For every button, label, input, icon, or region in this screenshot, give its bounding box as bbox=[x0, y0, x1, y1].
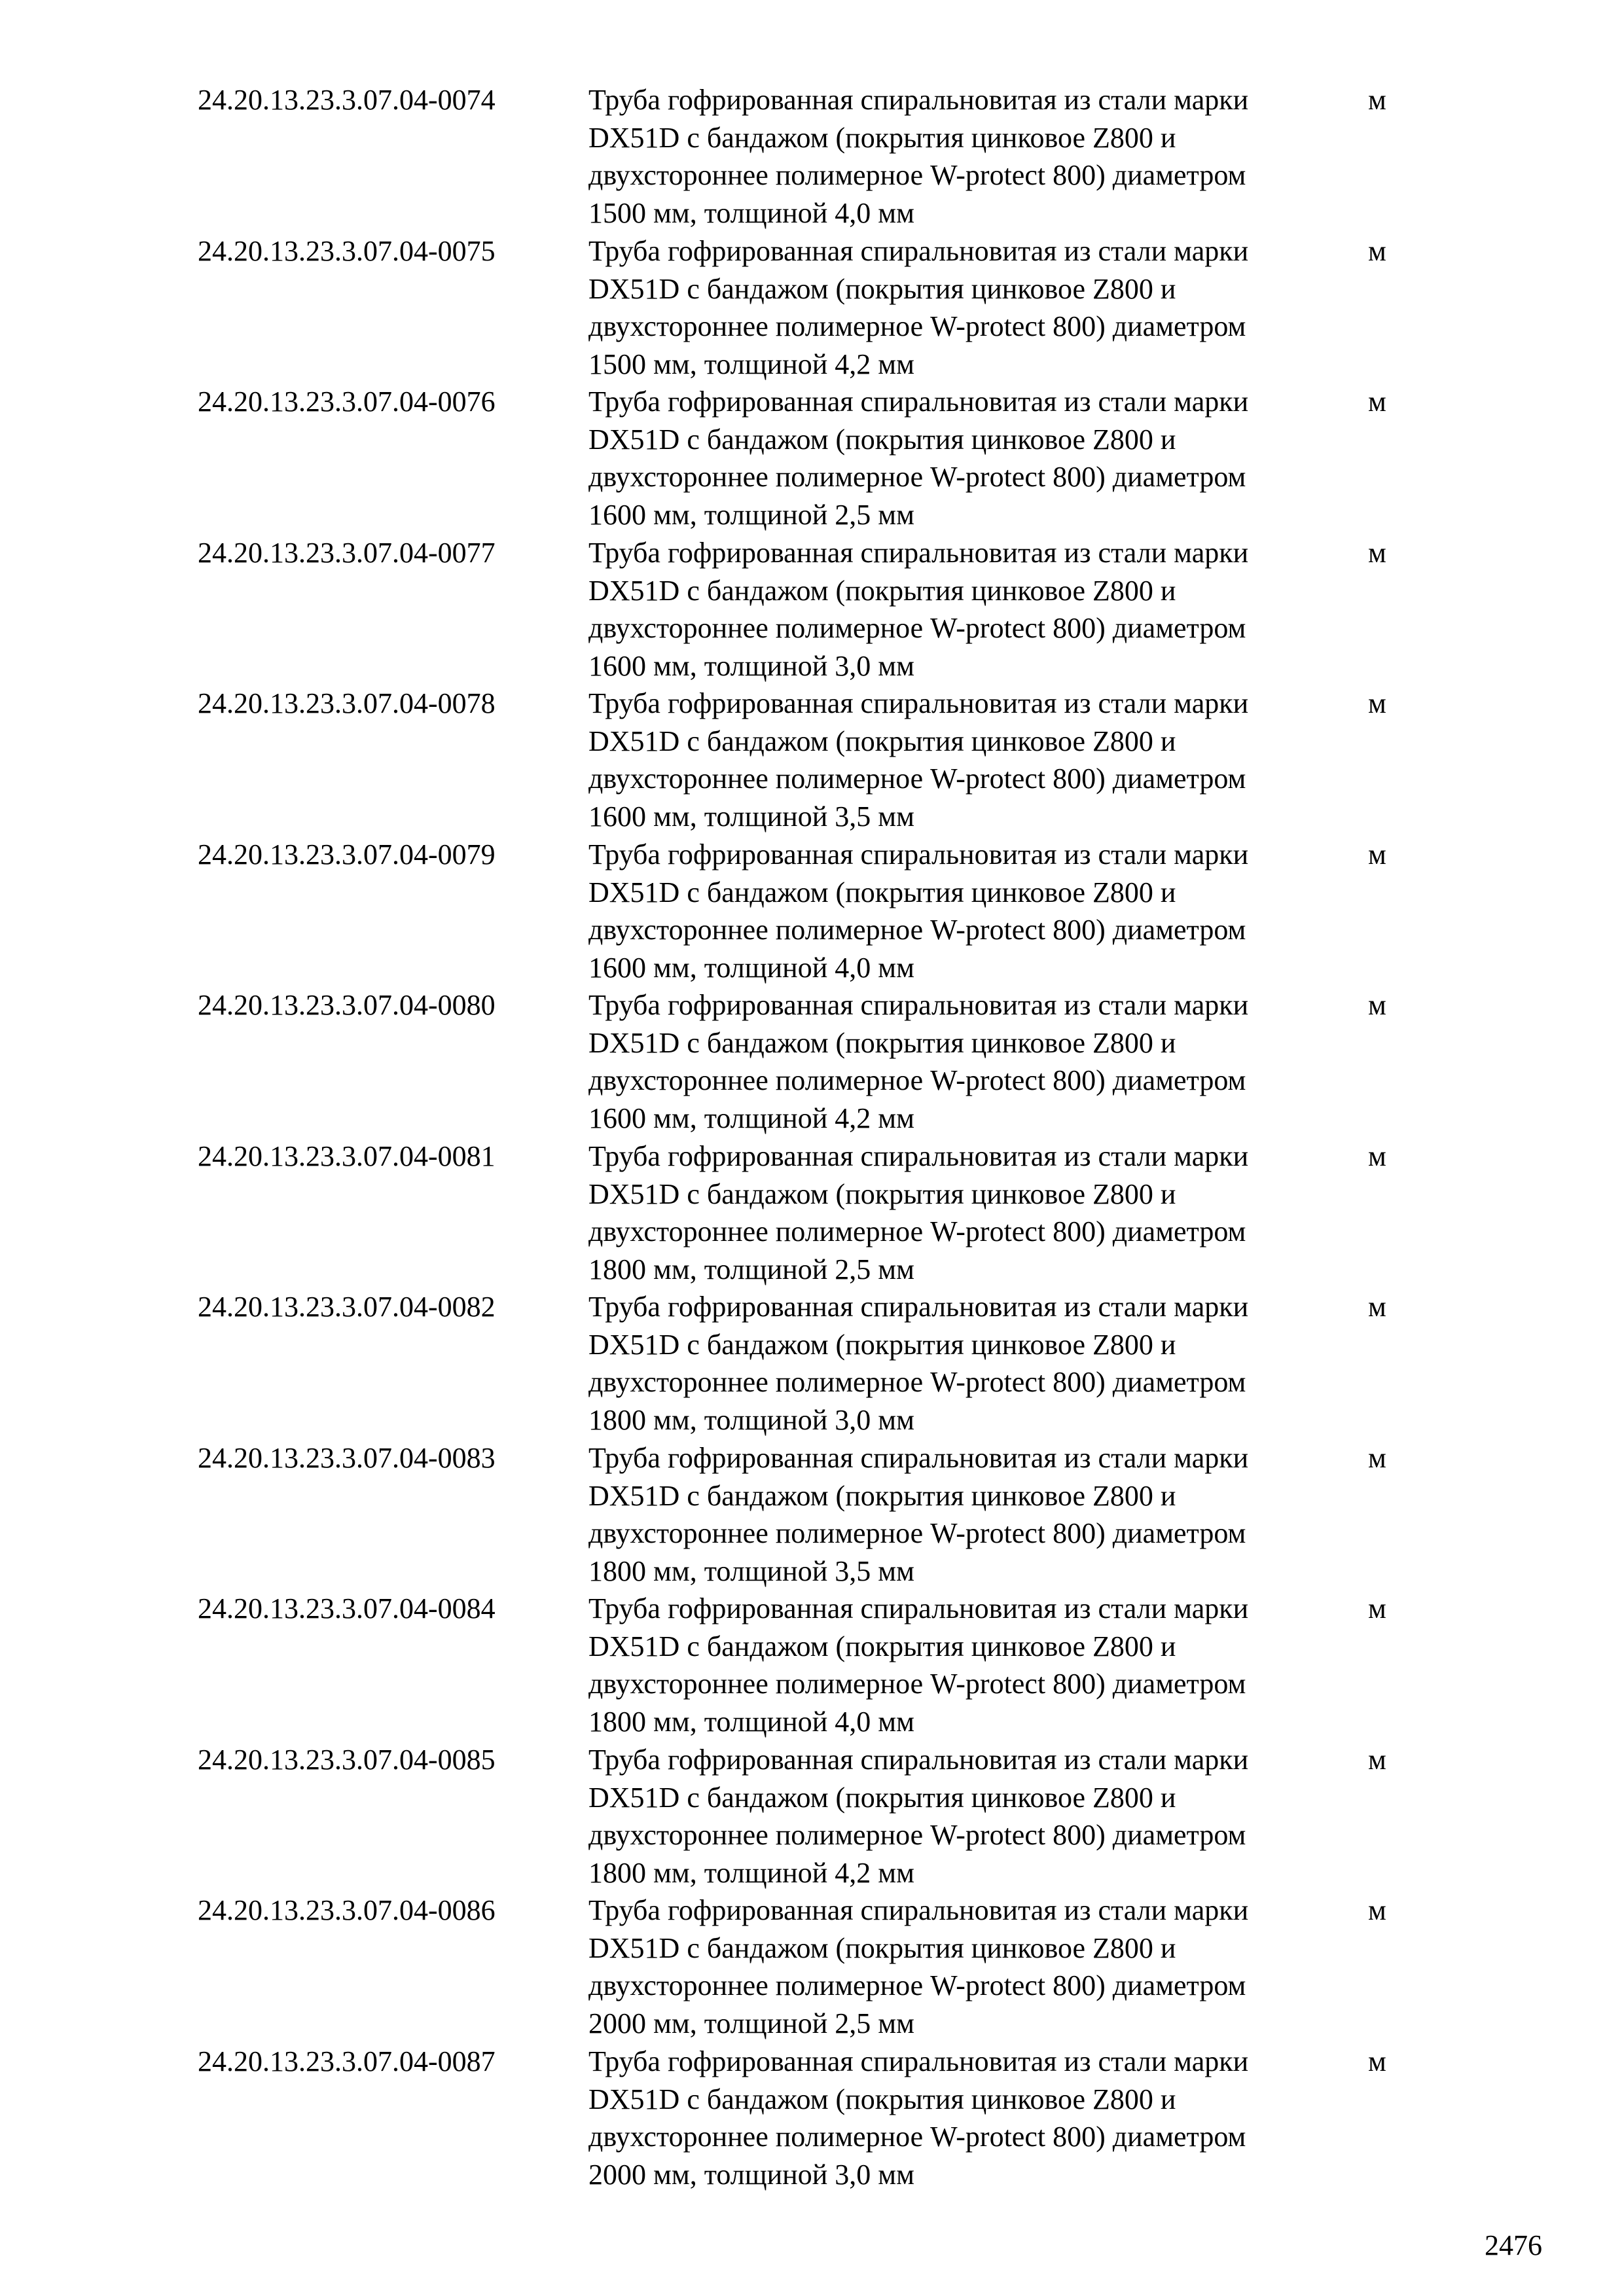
entry-description-line: DX51D с бандажом (покрытия цинковое Z800 и bbox=[588, 1328, 1176, 1361]
entry-code: 24.20.13.23.3.07.04-0078 bbox=[198, 687, 496, 719]
entry-description-line: двухстороннее полимерное W-protect 800) диаметром bbox=[588, 2121, 1246, 2153]
entry-description-line: двухстороннее полимерное W-protect 800) диаметром bbox=[588, 762, 1246, 795]
entry-description-line: 1800 мм, толщиной 3,0 мм bbox=[588, 1403, 914, 1436]
entry-description bbox=[588, 1741, 1361, 1892]
entry-description-line: Труба гофрированная спиральновитая из стали марки bbox=[588, 84, 1249, 116]
entry-description-line: DX51D с бандажом (покрытия цинковое Z800 и bbox=[588, 2083, 1176, 2115]
entry-description-line: DX51D с бандажом (покрытия цинковое Z800 и bbox=[588, 1177, 1176, 1210]
entry-code: 24.20.13.23.3.07.04-0085 bbox=[198, 1744, 496, 1776]
entry-unit: м bbox=[1368, 1140, 1386, 1172]
entry-description-line: двухстороннее полимерное W-protect 800) диаметром bbox=[588, 1969, 1246, 2001]
entry-description-line: Труба гофрированная спиральновитая из стали марки bbox=[588, 386, 1249, 418]
entry-description-line: Труба гофрированная спиральновитая из стали марки bbox=[588, 235, 1249, 267]
entry-code: 24.20.13.23.3.07.04-0079 bbox=[198, 838, 496, 870]
entry-description-line: DX51D с бандажом (покрытия цинковое Z800 и bbox=[588, 272, 1176, 305]
entry-description-line: DX51D с бандажом (покрытия цинковое Z800 и bbox=[588, 1026, 1176, 1059]
entry-description-line: Труба гофрированная спиральновитая из стали марки bbox=[588, 1442, 1249, 1474]
entry-description bbox=[588, 836, 1361, 986]
entry-description bbox=[588, 685, 1361, 835]
entry-description-line: Труба гофрированная спиральновитая из стали марки bbox=[588, 2045, 1249, 2077]
entry-description-line: DX51D с бандажом (покрытия цинковое Z800 и bbox=[588, 1931, 1176, 1964]
entry-description-line: 1800 мм, толщиной 4,0 мм bbox=[588, 1705, 914, 1738]
entry-description-line: DX51D с бандажом (покрытия цинковое Z800 и bbox=[588, 423, 1176, 456]
entry-unit: м bbox=[1368, 687, 1386, 719]
entry-unit: м bbox=[1368, 989, 1386, 1021]
entry-unit: м bbox=[1368, 537, 1386, 569]
entry-description-line: Труба гофрированная спиральновитая из стали марки bbox=[588, 1592, 1249, 1624]
entry-description-line: 1600 мм, толщиной 4,0 мм bbox=[588, 951, 914, 984]
entry-description-line: 1800 мм, толщиной 3,5 мм bbox=[588, 1554, 914, 1587]
entry-row bbox=[0, 1741, 1624, 1892]
entry-description bbox=[588, 1590, 1361, 1740]
entry-row bbox=[0, 383, 1624, 533]
entry-description-line: DX51D с бандажом (покрытия цинковое Z800 и bbox=[588, 1479, 1176, 1512]
entry-code: 24.20.13.23.3.07.04-0080 bbox=[198, 989, 496, 1021]
entry-description-line: Труба гофрированная спиральновитая из стали марки bbox=[588, 1894, 1249, 1926]
entry-description-line: Труба гофрированная спиральновитая из стали марки bbox=[588, 989, 1249, 1021]
entry-description-line: 2000 мм, толщиной 3,0 мм bbox=[588, 2158, 914, 2191]
entry-description bbox=[588, 534, 1361, 685]
entry-code: 24.20.13.23.3.07.04-0077 bbox=[198, 537, 496, 569]
entry-code: 24.20.13.23.3.07.04-0074 bbox=[198, 84, 496, 116]
entry-description bbox=[588, 1439, 1361, 1590]
entry-description-line: 1600 мм, толщиной 4,2 мм bbox=[588, 1102, 914, 1134]
entry-description-line: Труба гофрированная спиральновитая из стали марки bbox=[588, 687, 1249, 719]
entry-row bbox=[0, 685, 1624, 835]
entry-unit: м bbox=[1368, 1744, 1386, 1776]
page-number: 2476 bbox=[1485, 2229, 1542, 2261]
entry-unit: м bbox=[1368, 1592, 1386, 1624]
entry-description-line: DX51D с бандажом (покрытия цинковое Z800 и bbox=[588, 574, 1176, 607]
entry-description-line: 1500 мм, толщиной 4,0 мм bbox=[588, 196, 914, 229]
entry-code: 24.20.13.23.3.07.04-0084 bbox=[198, 1592, 496, 1624]
entry-unit: м bbox=[1368, 1442, 1386, 1474]
entry-unit: м bbox=[1368, 2045, 1386, 2077]
entry-description bbox=[588, 2043, 1361, 2193]
entry-description-line: DX51D с бандажом (покрытия цинковое Z800 и bbox=[588, 121, 1176, 154]
entry-code: 24.20.13.23.3.07.04-0075 bbox=[198, 235, 496, 267]
entry-description bbox=[588, 986, 1361, 1137]
entry-description bbox=[588, 1288, 1361, 1439]
entry-code: 24.20.13.23.3.07.04-0083 bbox=[198, 1442, 496, 1474]
entry-description-line: Труба гофрированная спиральновитая из стали марки bbox=[588, 1291, 1249, 1323]
entry-description bbox=[588, 81, 1361, 232]
entry-description-line: двухстороннее полимерное W-protect 800) диаметром bbox=[588, 1366, 1246, 1398]
entry-code: 24.20.13.23.3.07.04-0087 bbox=[198, 2045, 496, 2077]
entry-description-line: 1600 мм, толщиной 3,5 мм bbox=[588, 800, 914, 833]
entry-row bbox=[0, 1288, 1624, 1439]
entry-description-line: двухстороннее полимерное W-protect 800) диаметром bbox=[588, 1819, 1246, 1851]
entry-description-line: двухстороннее полимерное W-protect 800) диаметром bbox=[588, 1064, 1246, 1096]
entry-description-line: 2000 мм, толщиной 2,5 мм bbox=[588, 2007, 914, 2039]
entry-code: 24.20.13.23.3.07.04-0076 bbox=[198, 386, 496, 418]
entry-description-line: DX51D с бандажом (покрытия цинковое Z800 и bbox=[588, 1781, 1176, 1814]
entry-description-line: двухстороннее полимерное W-protect 800) диаметром bbox=[588, 310, 1246, 342]
entry-row bbox=[0, 1892, 1624, 2042]
entry-description-line: Труба гофрированная спиральновитая из стали марки bbox=[588, 537, 1249, 569]
entry-row bbox=[0, 232, 1624, 383]
entry-description-line: 1800 мм, толщиной 2,5 мм bbox=[588, 1253, 914, 1285]
entry-unit: м bbox=[1368, 386, 1386, 418]
entry-description-line: Труба гофрированная спиральновитая из стали марки bbox=[588, 1140, 1249, 1172]
entry-code: 24.20.13.23.3.07.04-0081 bbox=[198, 1140, 496, 1172]
entry-description-line: двухстороннее полимерное W-protect 800) диаметром bbox=[588, 914, 1246, 946]
entry-description bbox=[588, 1892, 1361, 2042]
entry-description-line: 1600 мм, толщиной 3,0 мм bbox=[588, 649, 914, 682]
entry-description bbox=[588, 383, 1361, 533]
entry-row bbox=[0, 986, 1624, 1137]
entry-description-line: 1600 мм, толщиной 2,5 мм bbox=[588, 498, 914, 531]
entry-description-line: DX51D с бандажом (покрытия цинковое Z800 и bbox=[588, 1630, 1176, 1662]
entry-code: 24.20.13.23.3.07.04-0086 bbox=[198, 1894, 496, 1926]
entry-description-line: Труба гофрированная спиральновитая из стали марки bbox=[588, 838, 1249, 870]
entry-description-line: DX51D с бандажом (покрытия цинковое Z800 и bbox=[588, 725, 1176, 757]
entry-description-line: DX51D с бандажом (покрытия цинковое Z800 и bbox=[588, 876, 1176, 908]
entry-description-line: 1500 мм, толщиной 4,2 мм bbox=[588, 348, 914, 380]
entry-description-line: двухстороннее полимерное W-protect 800) диаметром bbox=[588, 1668, 1246, 1700]
entry-description-line: 1800 мм, толщиной 4,2 мм bbox=[588, 1856, 914, 1889]
entry-unit: м bbox=[1368, 1291, 1386, 1323]
entry-description-line: двухстороннее полимерное W-protect 800) диаметром bbox=[588, 612, 1246, 644]
entry-row bbox=[0, 81, 1624, 232]
entry-description-line: двухстороннее полимерное W-protect 800) диаметром bbox=[588, 1215, 1246, 1247]
entry-description-line: двухстороннее полимерное W-protect 800) диаметром bbox=[588, 1517, 1246, 1549]
entry-description bbox=[588, 1138, 1361, 1288]
entry-description-line: Труба гофрированная спиральновитая из стали марки bbox=[588, 1744, 1249, 1776]
entry-row bbox=[0, 836, 1624, 986]
entry-unit: м bbox=[1368, 84, 1386, 116]
entry-description-line: двухстороннее полимерное W-protect 800) диаметром bbox=[588, 159, 1246, 191]
entry-unit: м bbox=[1368, 235, 1386, 267]
entry-code: 24.20.13.23.3.07.04-0082 bbox=[198, 1291, 496, 1323]
entry-row bbox=[0, 534, 1624, 685]
entry-row bbox=[0, 1439, 1624, 1590]
entry-unit: м bbox=[1368, 838, 1386, 870]
entry-row bbox=[0, 1590, 1624, 1740]
entry-row bbox=[0, 1138, 1624, 1288]
entry-description bbox=[588, 232, 1361, 383]
entry-unit: м bbox=[1368, 1894, 1386, 1926]
entry-description-line: двухстороннее полимерное W-protect 800) диаметром bbox=[588, 461, 1246, 493]
entry-row bbox=[0, 2043, 1624, 2193]
